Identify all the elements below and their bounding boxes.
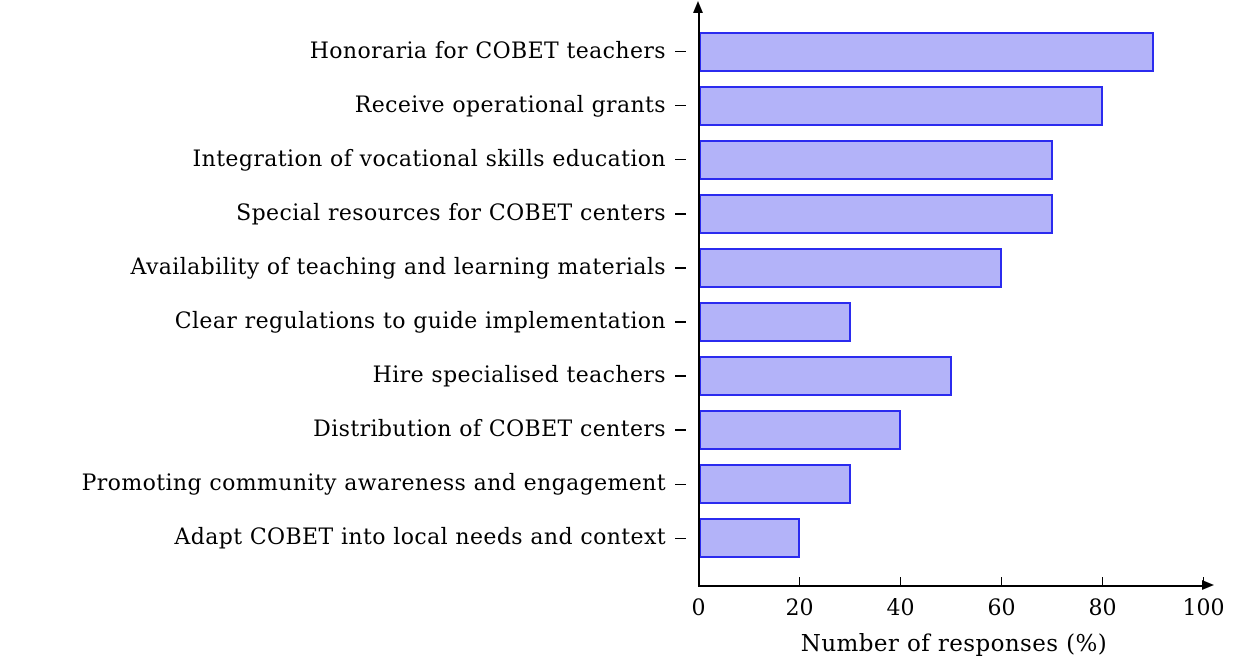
bar	[699, 518, 800, 558]
bar	[699, 194, 1053, 234]
y-tick	[675, 213, 686, 215]
x-axis-line	[698, 585, 1204, 587]
x-tick	[799, 577, 801, 586]
x-tick	[1102, 577, 1104, 586]
y-tick	[675, 51, 686, 53]
bar	[699, 464, 851, 504]
x-tick-label: 0	[691, 596, 706, 621]
bar	[699, 248, 1002, 288]
category-label: Distribution of COBET centers	[313, 417, 666, 443]
x-tick-label: 100	[1182, 596, 1225, 621]
bar	[699, 32, 1154, 72]
bar	[699, 140, 1053, 180]
y-tick	[675, 321, 686, 323]
x-tick-label: 60	[987, 596, 1016, 621]
x-tick-label: 20	[785, 596, 814, 621]
x-tick	[1203, 577, 1205, 586]
category-label: Special resources for COBET centers	[236, 200, 666, 226]
x-tick-label: 40	[886, 596, 915, 621]
category-label: Availability of teaching and learning materials	[130, 254, 666, 280]
y-tick	[675, 159, 686, 161]
category-label: Honoraria for COBET teachers	[309, 38, 666, 64]
bar	[699, 410, 901, 450]
y-tick	[675, 484, 686, 486]
y-axis-line	[698, 10, 700, 586]
bar	[699, 86, 1103, 126]
category-label: Receive operational grants	[354, 92, 666, 118]
y-tick	[675, 267, 686, 269]
x-tick	[1001, 577, 1003, 586]
x-tick-label: 80	[1088, 596, 1117, 621]
bar	[699, 356, 952, 396]
y-tick	[675, 375, 686, 377]
bar	[699, 302, 851, 342]
category-label: Clear regulations to guide implementation	[174, 309, 666, 334]
category-label: Adapt COBET into local needs and context	[174, 525, 666, 551]
category-label: Integration of vocational skills education	[192, 146, 666, 172]
x-tick	[900, 577, 902, 586]
x-axis-label: Number of responses (%)	[800, 631, 1108, 657]
category-label: Promoting community awareness and engagement	[81, 471, 666, 497]
y-tick	[675, 429, 686, 431]
y-axis-arrow-icon	[693, 1, 703, 13]
y-tick	[675, 538, 686, 540]
y-tick	[675, 105, 686, 107]
category-label: Hire specialised teachers	[372, 363, 666, 389]
